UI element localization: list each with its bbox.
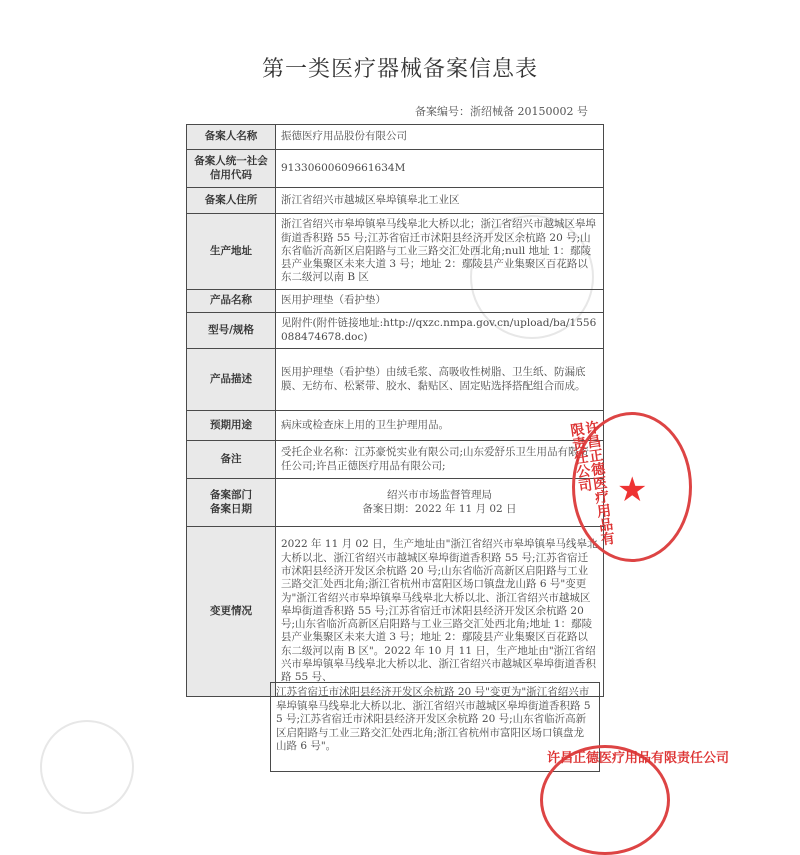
seal-text: 许昌正德医疗用品有限责任公司 <box>567 419 616 547</box>
changes-label: 变更情况 <box>187 527 276 697</box>
changes-continued: 江苏省宿迁市沭阳县经济开发区余杭路 20 号"变更为"浙江省绍兴市皋埠镇皋马线皋北大桥以北、浙江省绍兴市越城区皋埠街道香积路 55 号;江苏省宿迁市沭阳县经济开发区余杭路 20 号;山东省临沂高新区启阳路与工业三路交汇处西北角;浙江省杭州市富阳区场口镇盘龙山路 6 号"。 <box>270 682 600 772</box>
product-description-label: 产品描述 <box>187 349 276 411</box>
table-row <box>187 188 604 214</box>
remarks-value: 受托企业名称：江苏豪悦实业有限公司;山东爱舒乐卫生用品有限责任公司;许昌正德医疗用品有限公司; <box>276 441 604 479</box>
table-row <box>187 411 604 441</box>
remarks-label: 备注 <box>187 441 276 479</box>
department-label: 备案部门 备案日期 <box>187 479 276 527</box>
applicant-value: 振德医疗用品股份有限公司 <box>276 125 604 150</box>
model-spec-label: 型号/规格 <box>187 313 276 349</box>
product-name-value: 医用护理垫（看护垫） <box>276 290 604 313</box>
table-row <box>187 441 604 479</box>
faint-seal-impression <box>40 720 134 814</box>
table-row <box>187 349 604 411</box>
seal-star-icon: ★ <box>617 470 648 510</box>
table-row <box>187 527 604 697</box>
document-title: 第一类医疗器械备案信息表 <box>261 57 538 82</box>
department-date: 备案日期：2022 年 11 月 02 日 <box>362 502 517 515</box>
model-spec-value: 见附件(附件链接地址:http://qxzc.nmpa.gov.cn/upload/ba/1556088474678.doc) <box>276 313 604 349</box>
changes-value: 2022 年 11 月 02 日，生产地址由"浙江省绍兴市皋埠镇皋马线皋北大桥以北、浙江省绍兴市越城区皋埠街道香积路 55 号;江苏省宿迁市沭阳县经济开发区余杭路 20 号;山东省临沂高新区启阳路与工业三路交汇处西北角;浙江省杭州市富阳区场口镇盘龙山路 6 号"变更为"浙江省绍兴市皋埠镇皋马线皋北大桥以北、浙江省绍兴市越城区皋埠街道香积路 55 号;江苏省宿迁市沭阳县经济开发区余杭路 20 号;山东省临沂高新区启阳路与工业三路交汇处西北角;地址 1：鄢陵县产业集聚区未来大道 3 号；地址 2：鄢陵县产业集聚区百花路以东二级河以南 B 区"。2022 年 10 月 11 日，生产地址由"浙江省绍兴市皋埠镇皋马线皋北大桥以北、浙江省绍兴市越城区皋埠街道香积路 55 号、 <box>276 527 604 697</box>
company-seal-bottom <box>540 745 730 855</box>
applicant-label: 备案人名称 <box>187 125 276 150</box>
product-name-label: 产品名称 <box>187 290 276 313</box>
residence-label: 备案人住所 <box>187 188 276 214</box>
table-row <box>187 150 604 188</box>
department-value <box>276 479 604 527</box>
registration-table <box>186 124 604 697</box>
table-row <box>187 479 604 527</box>
company-seal <box>567 412 692 562</box>
intended-use-label: 预期用途 <box>187 411 276 441</box>
record-number: 备案编号：浙绍械备 20150002 号 <box>415 105 588 118</box>
table-row <box>187 125 604 150</box>
residence-value: 浙江省绍兴市越城区皋埠镇皋北工业区 <box>276 188 604 214</box>
department-name: 绍兴市市场监督管理局 <box>387 489 492 502</box>
credit-code-value: 91330600609661634M <box>276 150 604 188</box>
table-row <box>187 214 604 290</box>
product-description-value: 医用护理垫（看护垫）由绒毛浆、高吸收性树脂、卫生纸、防漏底膜、无纺布、松紧带、胶水、黏贴区、固定贴选择搭配组合而成。 <box>276 349 604 411</box>
production-address-label: 生产地址 <box>187 214 276 290</box>
intended-use-value: 病床或检查床上用的卫生护理用品。 <box>276 411 604 441</box>
table-row <box>187 290 604 313</box>
credit-code-label: 备案人统一社会信用代码 <box>187 150 276 188</box>
seal-text-bottom: 许昌正德医疗用品有限责任公司 <box>547 751 730 766</box>
table-row <box>187 313 604 349</box>
production-address-value: 浙江省绍兴市皋埠镇皋马线皋北大桥以北；浙江省绍兴市越城区皋埠街道香积路 55 号;江苏省宿迁市沭阳县经济开发区余杭路 20 号;山东省临沂高新区启阳路与工业三路交汇处西北角;null 地址 1：鄢陵县产业集聚区未来大道 3 号；地址 2：鄢陵县产业集聚区百花路以东二级河以南 B 区 <box>276 214 604 290</box>
